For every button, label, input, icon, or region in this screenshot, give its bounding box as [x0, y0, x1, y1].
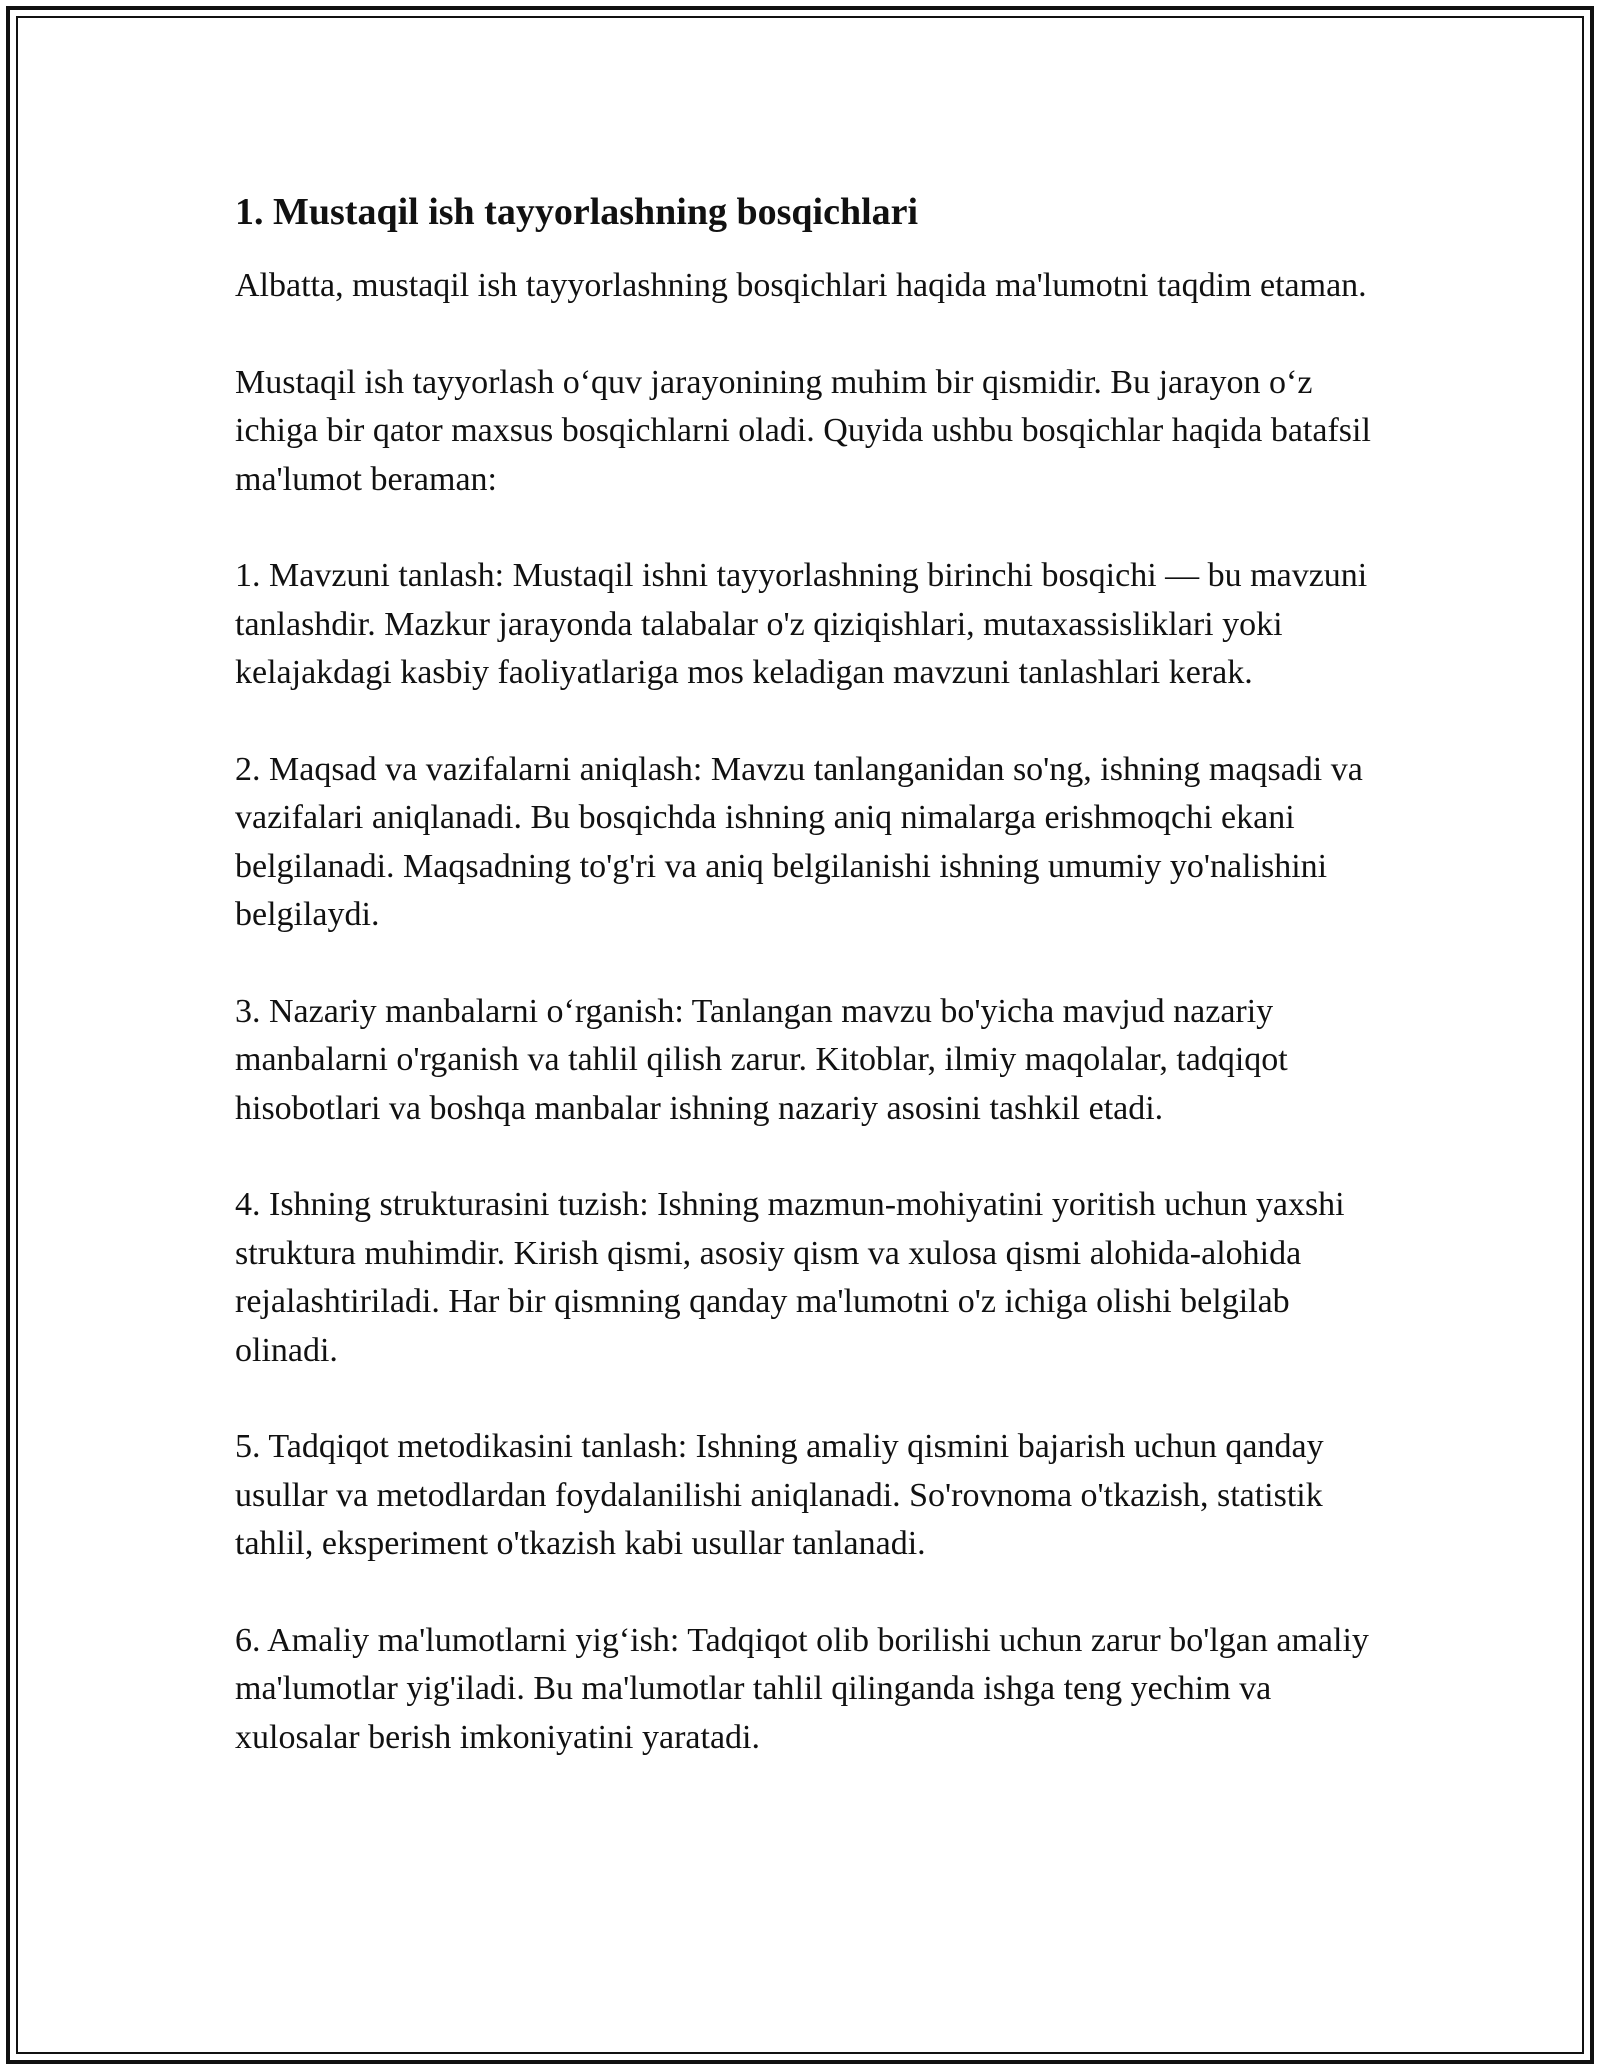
paragraph-step-3: 3. Nazariy manbalarni o‘rganish: Tanlangan mavzu bo'yicha mavjud nazariy manbalarni o'rganish va tahlil qilish zarur. Kitoblar, ilmiy maqolalar, tadqiqot hisobotlari va boshqa manbalar ishning nazariy asosini tashkil etadi.	[235, 992, 1288, 1127]
paragraph-intro: Albatta, mustaqil ish tayyorlashning bosqichlari haqida ma'lumotni taqdim etaman.	[235, 267, 1367, 304]
paragraph-step-1: 1. Mavzuni tanlash: Mustaqil ishni tayyorlashning birinchi bosqichi — bu mavzuni tanlashdir. Mazkur jarayonda talabalar o'z qiziqishlari, mutaxassisliklari yoki kelajakdagi kasbiy faoliyatlariga mos keladigan mavzuni tanlashlari kerak.	[235, 557, 1368, 691]
paragraph-step-5: 5. Tadqiqot metodikasini tanlash: Ishning amaliy qismini bajarish uchun qanday usullar va metodlardan foydalanilishi aniqlanadi. So'rovnoma o'tkazish, statistik tahlil, eksperiment o'tkazish kabi usullar tanlanadi.	[235, 1428, 1324, 1562]
paragraph-step-6: 6. Amaliy ma'lumotlarni yig‘ish: Tadqiqot olib borilishi uchun zarur bo'lgan amaliy ma'lumotlar yig'iladi. Bu ma'lumotlar tahlil qilinganda ishga teng yechim va xulosalar berish imkoniyatini yaratadi.	[235, 1621, 1369, 1756]
paragraph-step-2: 2. Maqsad va vazifalarni aniqlash: Mavzu tanlanganidan so'ng, ishning maqsadi va vazifalari aniqlanadi. Bu bosqichda ishning aniq nimalarga erishmoqchi ekani belgilanadi. Maqsadning to'g'ri va aniq belgilanishi ishning umumiy yo'nalishini belgilaydi.	[235, 750, 1363, 933]
paragraph-step-4: 4. Ishning strukturasini tuzish: Ishning mazmun-mohiyatini yoritish uchun yaxshi struktura muhimdir. Kirish qismi, asosiy qism va xulosa qismi alohida-alohida rejalashtiriladi. Har bir qismning qanday ma'lumotni o'z ichiga olishi belgilab olinadi.	[235, 1186, 1345, 1369]
document-title: 1. Mustaqil ish tayyorlashning bosqichlari	[235, 191, 919, 233]
paragraph-overview: Mustaqil ish tayyorlash o‘quv jarayonining muhim bir qismidir. Bu jarayon o‘z ichiga bir qator maxsus bosqichlarni oladi. Quyida ushbu bosqichlar haqida batafsil ma'lumot beraman:	[235, 363, 1371, 498]
document-body	[235, 186, 1375, 1810]
